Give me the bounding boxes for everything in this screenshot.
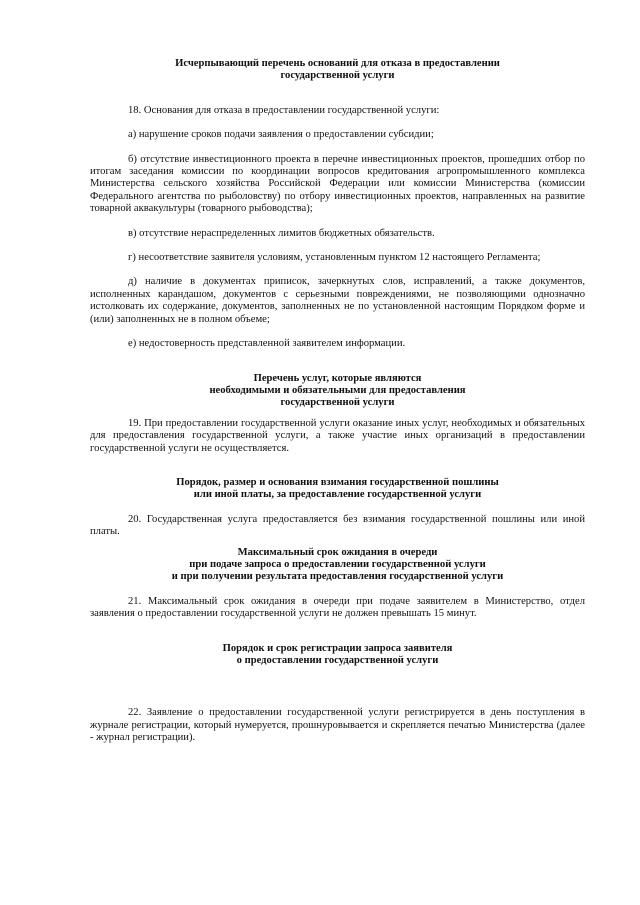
paragraph-18a: а) нарушение сроков подачи заявления о предоставлении субсидии; [128,129,434,141]
paragraph-21: 21. Максимальный срок ожидания в очереди при подаче заявителем в Министерство, отдел заявления о предоставлении государственной услуги не должен превышать 15 минут. [90,595,585,620]
paragraph-20: 20. Государственная услуга предоставляется без взимания государственной пошлины или иной платы. [90,513,585,538]
document-body [90,58,585,745]
section-heading-refusal-grounds: Исчерпывающий перечень оснований для отказа в предоставлении государственной услуги [175,58,500,82]
paragraph-18v: в) отсутствие нераспределенных лимитов бюджетных обязательств. [128,227,435,239]
paragraph-18g: г) несоответствие заявителя условиям, установленным пунктом 12 настоящего Регламента; [128,252,541,264]
paragraph-19: 19. При предоставлении государственной услуги оказание иных услуг, необходимых и обязательных для предоставления государственной услуги, а также участие иных организаций в предоставлении государственной услуги не осуществляется. [90,417,585,454]
section-heading-registration: Порядок и срок регистрации запроса заявителя о предоставлении государственной услуги [222,642,453,666]
section-heading-state-fee: Порядок, размер и основания взимания государственной пошлины или иной платы, за предоставление государственной услуги [176,476,499,501]
paragraph-18e: е) недостоверность представленной заявителем информации. [128,338,406,350]
paragraph-22: 22. Заявление о предоставлении государственной услуги регистрируется в день поступления в журнале регистрации, который нумеруется, прошнуровывается и скрепляется печатью Министерства (далее - журнал регистрации). [90,707,585,744]
section-heading-required-services: Перечень услуг, которые являются необходимыми и обязательными для предоставления государственной услуги [209,372,466,409]
paragraph-18: 18. Основания для отказа в предоставлении государственной услуги: [128,104,440,116]
section-heading-queue-time: Максимальный срок ожидания в очереди при подаче запроса о предоставлении государственной услуги и при получении результата предоставления государственной услуги [171,546,504,583]
paragraph-18d: д) наличие в документах приписок, зачеркнутых слов, исправлений, а также документов, исполненных карандашом, документов с серьезными повреждениями, не позволяющими однозначно истолковать их содержание, документов, заполненных не по установленной настоящим Порядком форме и (или) заполненных не в полном объеме; [90,276,585,325]
paragraph-18b: б) отсутствие инвестиционного проекта в перечне инвестиционных проектов, прошедших отбор по итогам заседания комиссии по координации вопросов кредитования агропромышленного комплекса Министерства сельского хозяйства Российской Федерации или комиссии Министерства (комиссии Федерального агентства по рыболовству) по отбору инвестиционных проектов, направленных на развитие товарной аквакультуры (товарного рыбоводства); [90,153,585,215]
